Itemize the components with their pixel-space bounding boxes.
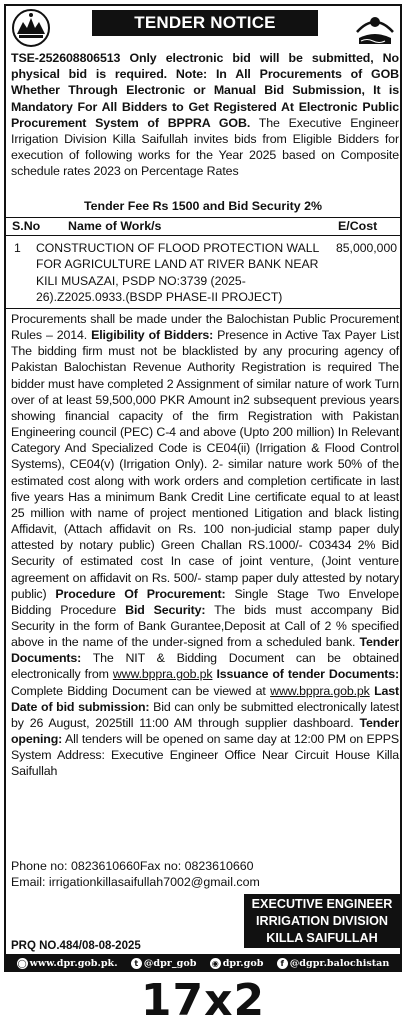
table-row <box>6 238 400 308</box>
prq-number: PRQ NO.484/08-08-2025 <box>11 940 141 952</box>
heading-bid-security: Bid Security: <box>125 602 206 617</box>
body-text: Single Stage Two Envelope Bidding Procedure <box>11 586 399 617</box>
row-sno: 1 <box>14 241 21 255</box>
header-sno: S.No <box>12 219 41 233</box>
globe-icon: ◯ <box>17 958 27 968</box>
footer-web[interactable] <box>17 958 118 969</box>
fee-line: Tender Fee Rs 1500 and Bid Security 2% <box>83 199 323 213</box>
intro-plain-text: The Executive Engineer Irrigation Division Killa Saifullah invites bids from Eligible Bidders for execution of following works for the Year 2025 based on Composite schedule rates 2023 on Percentage Rates <box>11 115 399 179</box>
signature-line: KILLA SAIFULLAH <box>266 931 378 945</box>
body-text: Procurements shall be made under the Balochistan Public Procurement Rules – 2014. <box>11 312 399 343</box>
header-work: Name of Work/s <box>68 219 162 233</box>
signature-line: IRRIGATION DIVISION <box>255 914 388 928</box>
signature-line: EXECUTIVE ENGINEER <box>251 897 393 911</box>
body-text: The bids must accompany Bid Security in the form of Bank Gurantee,Deposit at Call of 2 % specified above in the name of the under-signed from a scheduled bank. <box>11 602 400 650</box>
instagram-icon: ◉ <box>210 958 221 969</box>
footer-facebook-text: @dgpr.balochistan <box>289 957 390 969</box>
footer-instagram[interactable] <box>210 958 264 969</box>
body-text: The NIT & Bidding Document can be obtained electronically from <box>11 651 399 682</box>
heading-tender-documents: Tender Documents: <box>11 635 399 666</box>
contact-block <box>11 858 311 890</box>
table-header <box>6 217 400 236</box>
balochistan-emblem-icon <box>9 8 53 48</box>
footer-facebook[interactable] <box>277 958 390 969</box>
social-footer <box>6 954 400 972</box>
phone-fax: Phone no: 0823610660Fax no: 0823610660 <box>11 859 254 873</box>
signature-box <box>244 894 400 948</box>
heading-procedure: Procedure Of Procurement: <box>55 586 226 601</box>
heading-issuance: Issuance of tender Documents: <box>212 667 399 682</box>
footer-instagram-text: dpr.gob <box>222 957 264 969</box>
bppra-link[interactable]: www.bppra.gob.pk <box>270 683 370 698</box>
row-work: CONSTRUCTION OF FLOOD PROTECTION WALL FOR AGRICULTURE LAND AT RIVER BANK NEAR KILI MUSAZAI, PSDP NO:3739 (2025- 26).Z2025.0933.(BSDP PHASE-II PROJECT) <box>36 241 319 304</box>
bppra-link[interactable]: www.bppra.gob.pk <box>112 667 213 682</box>
table-bottom-rule <box>6 308 400 309</box>
row-cost: 85,000,000 <box>336 241 397 255</box>
email: Email: irrigationkillasaifullah7002@gmail.com <box>11 875 260 890</box>
ad-size-label: 17x2 <box>140 975 266 1024</box>
page-title: TENDER NOTICE <box>92 10 318 36</box>
footer-web-text: www.dpr.gob.pk. <box>29 957 118 969</box>
twitter-icon: t <box>131 958 142 969</box>
body-text: Bid can only be submitted electronically latest by 26 August, 2025till 11:00 AM through supplier dashboard. <box>11 699 399 730</box>
header-cost: E/Cost <box>338 219 378 233</box>
tender-advertisement <box>4 4 402 972</box>
intro-bold-text: Only electronic bid will be submitted, No physical bid is required. Note: In All Procurements of GOB Whether Through Electronic or Manual Bid Submission, It is Mandatory For All Bidders to Get Registered At Electronic Public Procurement System of BPPRA GOB. <box>11 51 399 130</box>
tender-reference: TSE-252608806513 <box>11 51 121 65</box>
intro-paragraph <box>11 50 399 180</box>
body-paragraph <box>11 311 399 780</box>
heading-eligibility: Eligibility of Bidders: <box>91 328 214 343</box>
body-text: All tenders will be opened on same day at 12:00 PM on EPPS System Address: Executive Engineer Office Near Circuit House Killa Saifullah <box>11 732 399 779</box>
footer-twitter[interactable] <box>131 958 197 969</box>
irrigation-department-icon <box>353 8 397 48</box>
heading-tender-opening: Tender opening: <box>11 715 399 747</box>
footer-twitter-text: @dpr_gob <box>143 957 197 969</box>
body-text: Complete Bidding Document can be viewed at <box>11 683 271 698</box>
header <box>6 6 400 52</box>
heading-last-date: Last Date of bid submission: <box>11 683 399 714</box>
body-text: Presence in Active Tax Payer List The bidding firm must not be blacklisted by any procuring agency of Pakistan Balochistan Revenue Authority Registration is required The bidder must have completed 2 Assignment of similar nature of work Turn over of at least 59,500,000 PKR Amount in2 subsequent previous years showing financial capacity of the firm Registration with Pakistan Engineering council (PEC) C-4 and above (Upto 200 million) In Relevant Category And Specialized Code is CE04(ii) (Irrigation & Flood Control Systems), CE04(v) (Irrigation Only). 2- similar nature work 50% of the estimated cost along with work orders and completion certificate in last five years Has a minimum Bank Credit Line certificate equal to at least 25 million with name of project mentioned Litigation and black listing Affidavit, (Attach affidavit on Rs. 100 non-judicial stamp paper duly attested by notary public) Green Challan RS.1000/- C03434 2% Bid Security of estimated cost In case of joint venture, (Joint venture agreement on affidavit on Rs. 500/- stamp paper duly attested by notary public) <box>11 328 400 601</box>
facebook-icon: f <box>277 958 288 969</box>
